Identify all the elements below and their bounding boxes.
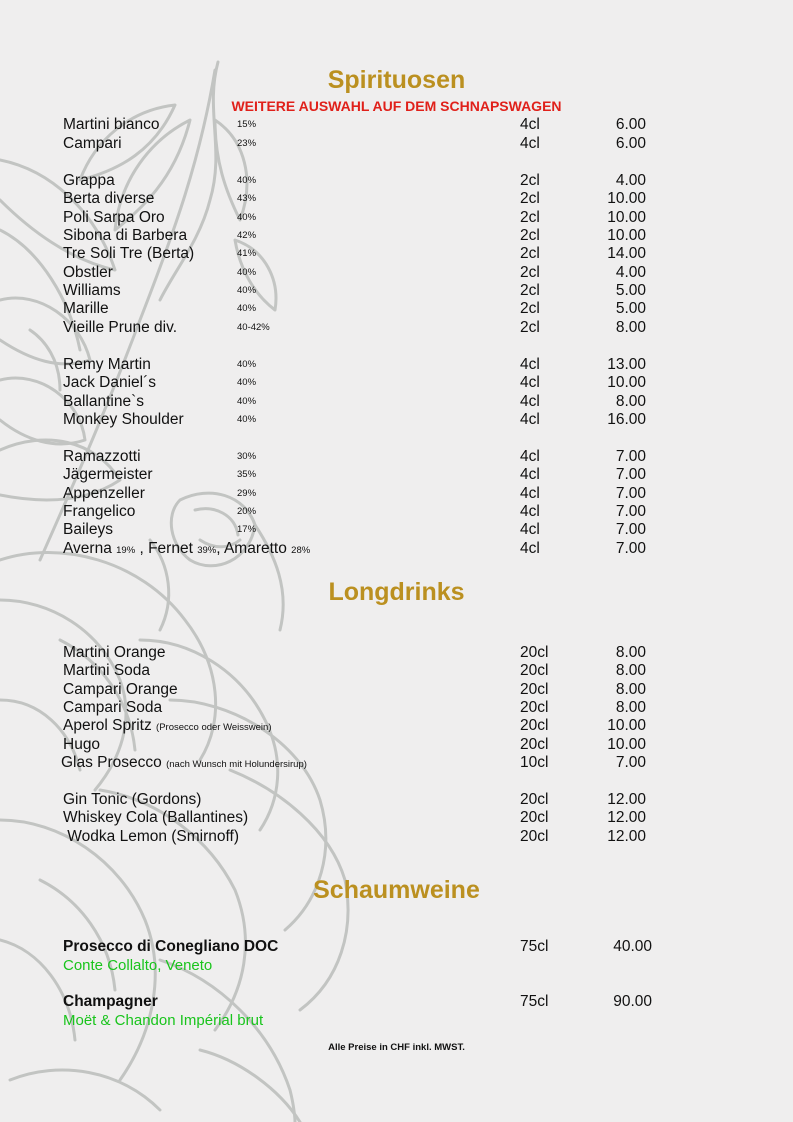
wine-item <box>0 938 793 957</box>
item-volume: 4cl <box>520 374 540 391</box>
item-abv: 40% <box>237 285 257 296</box>
item-abv-averna: 19% <box>116 545 136 556</box>
item-price: 90.00 <box>613 993 652 1010</box>
menu-item <box>0 116 793 135</box>
item-volume: 20cl <box>520 662 549 679</box>
item-name-mixed <box>63 540 310 558</box>
item-name <box>63 791 201 809</box>
item-price: 7.00 <box>615 485 646 502</box>
item-price: 14.00 <box>607 245 646 262</box>
item-volume: 2cl <box>520 227 540 244</box>
item-volume: 10cl <box>520 754 549 771</box>
item-volume: 4cl <box>520 521 540 538</box>
menu-item-mixed <box>0 540 793 559</box>
item-volume: 20cl <box>520 699 549 716</box>
wine-item <box>0 993 793 1012</box>
item-name-text: Glas Prosecco <box>61 754 167 771</box>
wine-producer: Moët & Chandon Impérial brut <box>63 1012 264 1029</box>
item-price: 13.00 <box>607 356 646 373</box>
item-abv: 35% <box>237 469 257 480</box>
item-volume: 2cl <box>520 300 540 317</box>
item-volume: 4cl <box>520 411 540 428</box>
item-volume: 4cl <box>520 540 540 557</box>
item-price: 10.00 <box>607 736 646 753</box>
item-name <box>63 699 162 717</box>
item-abv: 40% <box>237 303 257 314</box>
item-name: Obstler <box>63 264 113 281</box>
item-note: (nach Wunsch mit Holundersirup) <box>166 759 307 770</box>
item-volume: 20cl <box>520 828 549 845</box>
section-title-schaumweine: Schaumweine <box>313 876 480 904</box>
item-price: 7.00 <box>615 754 646 771</box>
item-name-text: Whiskey Cola (Ballantines) <box>63 809 249 826</box>
wine-name: Champagner <box>63 993 158 1010</box>
item-volume: 20cl <box>520 736 549 753</box>
item-name: Ballantine`s <box>63 393 144 410</box>
item-price: 10.00 <box>607 190 646 207</box>
item-volume: 2cl <box>520 264 540 281</box>
item-name: Sibona di Barbera <box>63 227 188 244</box>
item-price: 8.00 <box>615 644 646 661</box>
item-abv: 23% <box>237 138 257 149</box>
menu-item <box>0 300 793 319</box>
menu-item <box>0 736 793 755</box>
menu-item <box>0 172 793 191</box>
item-price: 7.00 <box>615 540 646 557</box>
item-price: 7.00 <box>615 448 646 465</box>
item-volume: 4cl <box>520 503 540 520</box>
item-name-text: Campari Orange <box>63 681 178 698</box>
item-price: 10.00 <box>607 717 646 734</box>
item-price: 8.00 <box>615 699 646 716</box>
item-price: 6.00 <box>615 116 646 133</box>
item-abv: 40-42% <box>237 322 270 333</box>
item-abv: 42% <box>237 230 257 241</box>
item-name: Campari <box>63 135 122 152</box>
item-name: Frangelico <box>63 503 136 520</box>
menu-item <box>0 754 793 773</box>
item-name-text: Martini Soda <box>63 662 151 679</box>
item-name-fernet: , Fernet <box>135 540 198 557</box>
item-abv: 43% <box>237 193 257 204</box>
item-volume: 4cl <box>520 116 540 133</box>
menu-item <box>0 264 793 283</box>
item-name: Tre Soli Tre (Berta) <box>63 245 195 262</box>
wine-producer-row <box>0 1012 793 1031</box>
item-name: Martini bianco <box>63 116 160 133</box>
item-name <box>63 681 178 699</box>
item-volume: 20cl <box>520 717 549 734</box>
item-price: 40.00 <box>613 938 652 955</box>
menu-item <box>0 466 793 485</box>
item-abv: 30% <box>237 451 257 462</box>
menu-item <box>0 828 793 847</box>
item-volume: 20cl <box>520 791 549 808</box>
item-name: Berta diverse <box>63 190 155 207</box>
item-abv: 15% <box>237 119 257 130</box>
menu-item <box>0 135 793 154</box>
item-abv: 40% <box>237 359 257 370</box>
menu-item <box>0 356 793 375</box>
item-name <box>63 662 150 680</box>
item-name: Marille <box>63 300 109 317</box>
menu-item <box>0 411 793 430</box>
menu-item <box>0 503 793 522</box>
menu-item <box>0 227 793 246</box>
item-volume: 20cl <box>520 681 549 698</box>
item-price: 10.00 <box>607 209 646 226</box>
item-abv: 20% <box>237 506 257 517</box>
item-volume: 75cl <box>520 993 549 1010</box>
menu-item <box>0 393 793 412</box>
item-name: Jack Daniel´s <box>63 374 157 391</box>
item-volume: 2cl <box>520 209 540 226</box>
item-abv: 40% <box>237 175 257 186</box>
item-volume: 20cl <box>520 644 549 661</box>
item-name <box>63 644 166 662</box>
item-price: 8.00 <box>615 319 646 336</box>
item-abv-amaretto: 28% <box>291 545 311 556</box>
item-volume: 2cl <box>520 245 540 262</box>
item-volume: 4cl <box>520 393 540 410</box>
item-name: Baileys <box>63 521 113 538</box>
menu-item <box>0 448 793 467</box>
section-subtitle-schnapswagen: WEITERE AUSWAHL AUF DEM SCHNAPSWAGEN <box>231 98 562 114</box>
item-price: 5.00 <box>615 300 646 317</box>
item-name: Ramazzotti <box>63 448 141 465</box>
menu-item <box>0 190 793 209</box>
item-name: Williams <box>63 282 121 299</box>
item-price: 8.00 <box>615 662 646 679</box>
menu-item <box>0 809 793 828</box>
menu-item <box>0 485 793 504</box>
menu-item <box>0 521 793 540</box>
item-price: 6.00 <box>615 135 646 152</box>
item-volume: 2cl <box>520 172 540 189</box>
menu-item <box>0 699 793 718</box>
item-abv: 40% <box>237 267 257 278</box>
menu-item <box>0 319 793 338</box>
item-volume: 2cl <box>520 319 540 336</box>
item-name: Jägermeister <box>63 466 153 483</box>
item-price: 12.00 <box>607 828 646 845</box>
item-name-text: Campari Soda <box>63 699 163 716</box>
item-name-averna: Averna <box>63 540 117 557</box>
item-name-text: Martini Orange <box>63 644 166 661</box>
item-price: 8.00 <box>615 393 646 410</box>
item-name: Remy Martin <box>63 356 151 373</box>
item-price: 12.00 <box>607 809 646 826</box>
menu-item <box>0 681 793 700</box>
item-price: 7.00 <box>615 503 646 520</box>
item-price: 8.00 <box>615 681 646 698</box>
item-volume: 4cl <box>520 448 540 465</box>
item-name-text: Hugo <box>63 736 101 753</box>
wine-producer-row <box>0 957 793 976</box>
menu-item <box>0 644 793 663</box>
item-name: Poli Sarpa Oro <box>63 209 165 226</box>
item-volume: 4cl <box>520 356 540 373</box>
menu-item <box>0 717 793 736</box>
item-price: 7.00 <box>615 521 646 538</box>
item-volume: 2cl <box>520 190 540 207</box>
item-abv: 40% <box>237 396 257 407</box>
item-abv: 40% <box>237 212 257 223</box>
item-abv: 40% <box>237 414 257 425</box>
item-name <box>63 809 248 827</box>
item-note: (Prosecco oder Weisswein) <box>156 722 272 733</box>
section-title-spirituosen: Spirituosen <box>327 66 466 94</box>
item-abv-fernet: 39% <box>197 545 217 556</box>
wine-producer: Conte Collalto, Veneto <box>63 957 213 974</box>
item-name: Vieille Prune div. <box>63 319 178 336</box>
menu-item <box>0 282 793 301</box>
item-volume: 4cl <box>520 485 540 502</box>
item-price: 4.00 <box>615 172 646 189</box>
item-name <box>61 754 307 772</box>
item-price: 16.00 <box>607 411 646 428</box>
section-title-longdrinks: Longdrinks <box>328 578 465 606</box>
item-price: 10.00 <box>607 374 646 391</box>
item-name-text: Wodka Lemon (Smirnoff) <box>63 828 240 845</box>
price-footnote: Alle Preise in CHF inkl. MWST. <box>328 1042 465 1053</box>
item-price: 5.00 <box>615 282 646 299</box>
menu-item <box>0 791 793 810</box>
wine-name: Prosecco di Conegliano DOC <box>63 938 279 955</box>
item-name <box>63 828 239 846</box>
item-abv: 17% <box>237 524 257 535</box>
item-volume: 75cl <box>520 938 549 955</box>
item-name: Appenzeller <box>63 485 145 502</box>
item-name-amaretto: , Amaretto <box>216 540 292 557</box>
item-abv: 29% <box>237 488 257 499</box>
menu-item <box>0 374 793 393</box>
item-name <box>63 717 272 735</box>
item-name <box>63 736 100 754</box>
item-volume: 20cl <box>520 809 549 826</box>
item-name-text: Gin Tonic (Gordons) <box>63 791 202 808</box>
item-name-text: Aperol Spritz <box>63 717 157 734</box>
item-price: 4.00 <box>615 264 646 281</box>
menu-item <box>0 209 793 228</box>
menu-item <box>0 245 793 264</box>
item-abv: 41% <box>237 248 257 259</box>
item-abv: 40% <box>237 377 257 388</box>
item-price: 12.00 <box>607 791 646 808</box>
item-volume: 4cl <box>520 135 540 152</box>
item-name: Monkey Shoulder <box>63 411 184 428</box>
item-price: 7.00 <box>615 466 646 483</box>
item-volume: 4cl <box>520 466 540 483</box>
menu-item <box>0 662 793 681</box>
item-name: Grappa <box>63 172 115 189</box>
item-volume: 2cl <box>520 282 540 299</box>
item-price: 10.00 <box>607 227 646 244</box>
